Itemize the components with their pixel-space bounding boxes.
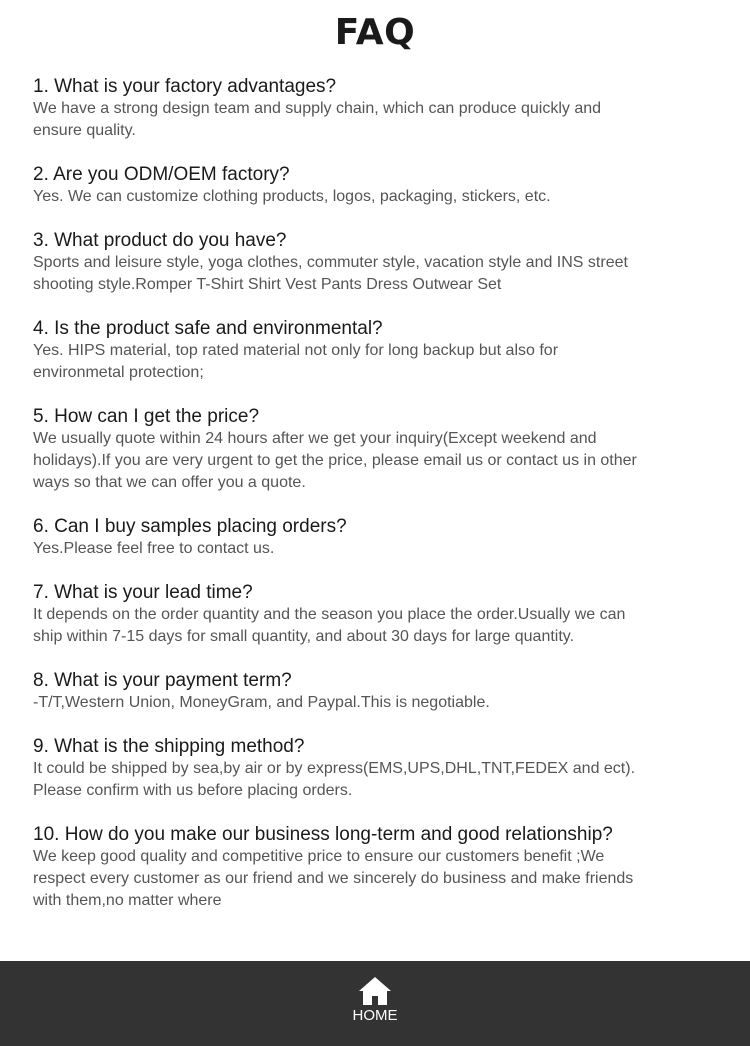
home-icon — [357, 975, 393, 1007]
faq-item-1 — [33, 76, 723, 142]
faq-item-4 — [33, 318, 723, 384]
faq-question: 5. How can I get the price? — [33, 406, 260, 427]
faq-answer: Yes. We can customize clothing products, logos, packaging, stickers, etc. — [33, 188, 551, 205]
faq-item-10 — [33, 824, 723, 912]
faq-item-9 — [33, 736, 723, 802]
faq-answer: We have a strong design team and supply chain, which can produce quickly and ensure quality. — [33, 100, 602, 139]
faq-question: 6. Can I buy samples placing orders? — [33, 516, 347, 537]
home-button[interactable] — [336, 975, 414, 1035]
faq-question: 7. What is your lead time? — [33, 582, 253, 603]
page-title: FAQ — [334, 12, 416, 53]
faq-answer: Yes.Please feel free to contact us. — [33, 540, 275, 557]
faq-question: 10. How do you make our business long-term and good relationship? — [33, 824, 613, 845]
faq-item-7 — [33, 582, 723, 648]
faq-question: 2. Are you ODM/OEM factory? — [33, 164, 290, 185]
faq-answer: It depends on the order quantity and the season you place the order.Usually we can ship within 7-15 days for small quantity, and about 30 days for large quantity. — [33, 606, 626, 645]
bottom-nav-bar — [0, 961, 750, 1046]
faq-item-5 — [33, 406, 723, 494]
home-label: HOME — [352, 1007, 398, 1024]
faq-question: 4. Is the product safe and environmental? — [33, 318, 383, 339]
faq-question: 3. What product do you have? — [33, 230, 287, 251]
faq-question: 1. What is your factory advantages? — [33, 76, 337, 97]
faq-answer: Sports and leisure style, yoga clothes, commuter style, vacation style and INS street shooting style.Romper T-Shirt Shirt Vest Pants Dress Outwear Set — [33, 254, 628, 293]
faq-item-3 — [33, 230, 723, 296]
faq-answer: Yes. HIPS material, top rated material not only for long backup but also for environmetal protection; — [33, 342, 559, 381]
faq-answer: -T/T,Western Union, MoneyGram, and Paypal.This is negotiable. — [33, 694, 490, 711]
faq-item-8 — [33, 670, 723, 714]
faq-item-6 — [33, 516, 723, 560]
faq-answer: We keep good quality and competitive price to ensure our customers benefit ;We respect every customer as our friend and we sincerely do business and make friends with them,no matter where — [33, 848, 634, 909]
faq-question: 8. What is your payment term? — [33, 670, 292, 691]
faq-item-2 — [33, 164, 723, 208]
faq-answer: We usually quote within 24 hours after we get your inquiry(Except weekend and holidays).If you are very urgent to get the price, please email us or contact us in other ways so that we can offer you a quote. — [33, 430, 637, 491]
faq-answer: It could be shipped by sea,by air or by express(EMS,UPS,DHL,TNT,FEDEX and ect). Please confirm with us before placing orders. — [33, 760, 636, 799]
faq-question: 9. What is the shipping method? — [33, 736, 305, 757]
